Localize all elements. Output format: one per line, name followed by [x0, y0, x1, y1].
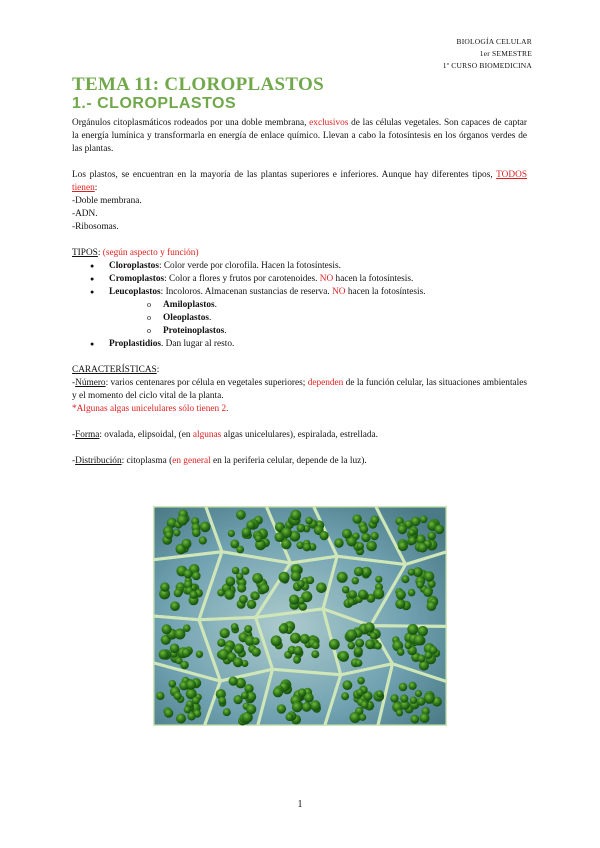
chloroplast-dot [418, 543, 428, 553]
chloroplast-dot [342, 586, 350, 594]
chloroplast-dot [398, 541, 408, 551]
chloroplast-dot [156, 692, 164, 700]
chloroplast-dot [226, 577, 236, 587]
highlight-todos-tienen: TODOS tienen [72, 170, 527, 193]
chloroplast-dot [237, 584, 246, 593]
chloroplast-dot [354, 647, 363, 656]
chloroplast-dot [435, 525, 445, 535]
chloroplast-dot [289, 595, 299, 605]
chloroplast-dot [165, 531, 173, 539]
chloroplast-dot [297, 524, 306, 533]
chloroplast-dot [408, 529, 415, 536]
chloroplast-dot [223, 708, 231, 716]
chloroplast-dot [176, 714, 186, 724]
chloroplast-dot [376, 690, 383, 697]
chloroplast-dot [290, 510, 301, 521]
chloroplast-dot [192, 528, 201, 537]
chloroplast-dot [427, 532, 436, 541]
chloroplast-dot [217, 639, 225, 647]
chloroplast-dot [375, 576, 382, 583]
chloroplast-dot [228, 530, 235, 537]
chloroplast-dot [279, 572, 290, 583]
chloroplast-dot [159, 649, 169, 659]
chloroplast-dot [173, 529, 180, 536]
chloroplast-dot [361, 701, 369, 709]
chloroplast-dot [410, 715, 419, 724]
chloroplast-dot [420, 713, 430, 723]
chloroplast-dot [302, 702, 312, 712]
chloroplast-dot [415, 690, 422, 697]
chloroplast-dot [252, 648, 261, 657]
chloroplast-dot [408, 537, 416, 545]
chloroplast-dot [356, 689, 363, 696]
chloroplast-dot [186, 680, 196, 690]
leucoplast-subtypes-list [109, 299, 527, 338]
chloroplast-dot [169, 680, 177, 688]
chloroplast-dot [271, 635, 282, 646]
list-item: o Oleoplastos. [147, 312, 527, 325]
chloroplast-dot [416, 581, 424, 589]
highlight-exclusivos: exclusivos [309, 118, 349, 128]
chloroplast-dot [236, 546, 244, 554]
chloroplast-dot [329, 639, 340, 650]
chloroplast-dot [359, 714, 366, 721]
chloroplast-dot [286, 713, 294, 721]
chloroplast-dot [410, 697, 417, 704]
list-item: o Amiloplastos. [147, 299, 527, 312]
chloroplast-dot [342, 529, 352, 539]
chloroplast-dot [244, 625, 252, 633]
chloroplast-dot [348, 598, 356, 606]
chloroplast-dot [395, 599, 405, 609]
chloroplast-dot [279, 624, 289, 634]
chloroplast-dot [182, 539, 192, 549]
document-body [72, 117, 527, 468]
chloroplast-dot [293, 656, 301, 664]
chloroplast-dot [182, 648, 191, 657]
chloroplast-dot [408, 569, 415, 576]
chloroplast-dot [224, 589, 234, 599]
chloroplast-dot [418, 655, 426, 663]
chloroplast-dot [246, 704, 256, 714]
characteristics-heading: CARACTERÍSTICAS: [72, 365, 160, 375]
chloroplast-dot [241, 567, 249, 575]
chloroplast-dot [390, 694, 398, 702]
chloroplast-dot [360, 525, 369, 534]
chloroplast-dot [355, 639, 364, 648]
chloroplast-dot [357, 677, 365, 685]
chloroplast-dot [297, 580, 305, 588]
chloroplast-dot [252, 637, 260, 645]
distribucion-paragraph: -Distribución: citoplasma (en general en la periferia celular, depende de la luz). [72, 456, 367, 466]
chloroplast-dot [361, 533, 370, 542]
chloroplast-dot [293, 646, 302, 655]
plastid-feature-item: -ADN. [72, 209, 98, 219]
chloroplast-dot [174, 692, 182, 700]
chloroplast-dot [192, 572, 201, 581]
chloroplast-dot [354, 567, 364, 577]
chloroplast-dot [292, 702, 303, 713]
chloroplast-dot [229, 677, 238, 686]
chloroplast-dot [242, 527, 252, 537]
chloroplast-dot [298, 688, 306, 696]
chloroplast-dot [232, 567, 240, 575]
numero-paragraph: -Número: varios centenares por célula en vegetales superiores; dependen de la función celular, las situaciones ambientales y el momento del ciclo vital de la planta. [72, 378, 527, 401]
chloroplast-dot [341, 692, 349, 700]
list-item: ● Cloroplastos: Color verde por clorofila. Hacen la fotosíntesis. [90, 260, 527, 273]
forma-paragraph: -Forma: ovalada, elipsoidal, (en algunas algas unicelulares), espiralada, estrellada. [72, 430, 378, 440]
document-header [443, 36, 532, 72]
chloroplast-dot [401, 575, 409, 583]
chloroplast-dot [196, 651, 203, 658]
list-item: ● Proplastidios. Dan lugar al resto. [90, 338, 527, 351]
chloroplast-dot [174, 589, 183, 598]
chloroplast-dot [234, 644, 244, 654]
chloroplast-dot [252, 573, 263, 584]
list-item: o Proteinoplastos. [147, 325, 527, 338]
chloroplast-dot [200, 522, 211, 533]
chloroplast-dot [338, 651, 349, 662]
chloroplast-dot [255, 535, 263, 543]
chloroplast-dot [424, 693, 435, 704]
chloroplast-dot [374, 642, 381, 649]
chloroplast-dot [337, 572, 348, 583]
chloroplast-dot [396, 709, 403, 716]
chloroplast-dot [355, 659, 362, 666]
chloroplast-dot [370, 532, 378, 540]
header-subject: BIOLOGÍA CELULAR [456, 37, 532, 46]
chloroplast-dot [275, 532, 285, 542]
plastids-paragraph: Los plastos, se encuentran en la mayoría de las plantas superiores e inferiores. Aunque hay diferentes tipos, TODOS tienen: [72, 170, 527, 193]
chloroplast-dot [170, 601, 180, 611]
chloroplast-dot [320, 531, 329, 540]
chloroplast-dot [398, 525, 408, 535]
chloroplast-dot [405, 642, 412, 649]
chloroplast-dot [408, 589, 416, 597]
chloroplast-dot [239, 595, 248, 604]
chloroplast-dot [346, 629, 357, 640]
chloroplast-dot [357, 542, 364, 549]
chloroplast-dot [311, 650, 319, 658]
intro-paragraph: Orgánulos citoplasmáticos rodeados por una doble membrana, exclusivos de las células vegetales. Son capaces de captar la energía lumínica y transformarla en energía de enlace químico. Llevan a cabo la fotosíntesis en los órganos verdes de las plantas. [72, 118, 528, 154]
chloroplast-dot [370, 516, 379, 525]
header-semester: 1er SEMESTRE [479, 49, 532, 58]
chloroplast-dot [177, 515, 188, 526]
chloroplast-dot [252, 592, 260, 600]
chloroplast-dot [429, 646, 437, 654]
chloroplast-dot [352, 577, 359, 584]
chloroplast-dot [180, 661, 189, 670]
section-title: 1.- CLOROPLASTOS [72, 95, 237, 112]
chloroplast-dot [420, 516, 428, 524]
chloroplast-dot [277, 704, 286, 713]
chloroplast-dot [400, 695, 408, 703]
chloroplast-dot [316, 583, 327, 594]
chloroplast-dot [233, 657, 243, 667]
chloroplast-dot [423, 587, 433, 597]
chloroplast-dot [409, 682, 417, 690]
chloroplast-dot [397, 648, 405, 656]
header-course: 1º CURSO BIOMEDICINA [442, 61, 532, 70]
types-list [72, 260, 527, 351]
chloroplast-dot [417, 697, 426, 706]
chloroplast-dot [231, 623, 238, 630]
chloroplast-dot [364, 622, 374, 632]
list-item: ● Cromoplastos: Color a flores y frutos por carotenoides. NO hacen la fotosíntesis. [90, 273, 527, 286]
chloroplast-dot [427, 601, 437, 611]
chloroplast-dot [424, 571, 434, 581]
plastid-feature-item: -Doble membrana. [72, 196, 142, 206]
chloroplast-dot [310, 700, 321, 711]
chloroplast-dot [184, 706, 191, 713]
chloroplast-dot [189, 591, 197, 599]
algae-note: *Algunas algas unicelulares sólo tienen 2. [72, 404, 229, 414]
chloroplast-dot [199, 536, 207, 544]
chloroplast-dot [184, 569, 193, 578]
chloroplast-dot [365, 639, 375, 649]
chloroplast-dot [306, 576, 314, 584]
chloroplast-dot [174, 629, 185, 640]
chloroplast-dot [358, 590, 368, 600]
chloroplast-dot [291, 571, 301, 581]
chloroplast-dot [162, 624, 172, 634]
chloroplast-dot [348, 642, 356, 650]
chloroplast-dot [303, 543, 311, 551]
chloroplast-dot [352, 514, 361, 523]
chloroplast-dot [334, 538, 343, 547]
page-number: 1 [297, 799, 303, 810]
chloroplast-dot [366, 541, 377, 552]
chloroplast-dot [160, 582, 169, 591]
chloroplast-dot [290, 633, 301, 644]
chloroplast-dot [247, 600, 256, 609]
chloroplast-micrograph [153, 506, 447, 726]
chloroplast-dot [273, 687, 283, 697]
plastid-feature-item: -Ribosomas. [72, 222, 119, 232]
chloroplast-dot [236, 510, 246, 520]
chloroplast-dot [170, 644, 180, 654]
chloroplast-dot [164, 709, 173, 718]
chloroplast-dot [305, 517, 313, 525]
chloroplast-dot [220, 628, 230, 638]
chloroplast-dot [260, 584, 270, 594]
chloroplast-dot [396, 590, 406, 600]
chloroplast-dot [370, 632, 377, 639]
list-item: ● Leucoplastos: Incoloros. Almacenan sustancias de reserva. NO hacen la fotosíntesis. o Amiloplastos. o Oleoplastos. o Proteinoplastos. [90, 286, 527, 338]
chloroplast-dot [407, 624, 418, 635]
chloroplast-dot [312, 642, 320, 650]
chloroplast-dot [234, 695, 243, 704]
page-title: TEMA 11: CLOROPLASTOS [72, 74, 324, 95]
chloroplast-dot [414, 635, 425, 646]
chloroplast-dot [343, 680, 353, 690]
types-heading: TIPOS: (según aspecto y función) [72, 248, 199, 258]
chloroplast-dot [399, 683, 408, 692]
types-note: (según aspecto y función) [100, 248, 199, 258]
chloroplast-dot [187, 712, 195, 720]
chloroplast-dot [218, 697, 226, 705]
chloroplast-dot [350, 712, 361, 723]
